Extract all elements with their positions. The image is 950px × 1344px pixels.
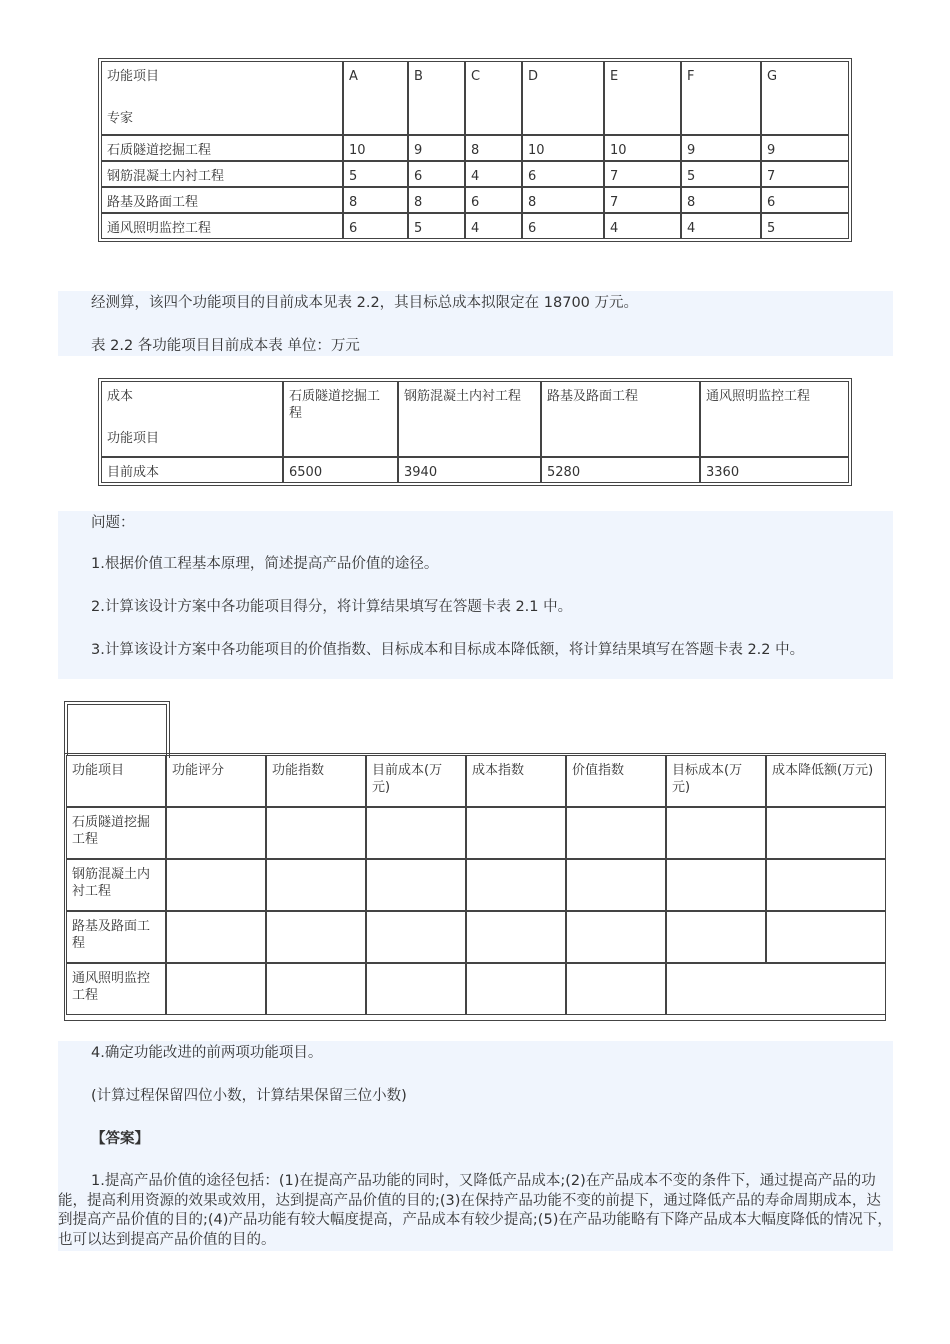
empty-cell [266,963,366,1015]
question-3: 3.计算该设计方案中各功能项目的价值指数、目标成本和目标成本降低额，将计算结果填写在答题卡表 2.2 中。 [91,642,805,658]
cell: 7 [761,161,849,187]
table2-header-cell [101,381,283,457]
empty-cell [566,807,666,859]
table-row [101,187,849,213]
cell: 6 [761,187,849,213]
cell: 3360 [700,457,849,483]
empty-cell [166,859,266,911]
empty-cell [166,963,266,1015]
table-row [66,911,886,963]
expert-score-table [98,58,852,242]
table-row [66,859,886,911]
empty-cell [766,807,886,859]
empty-cell [666,911,766,963]
row-label: 通风照明监控工程 [66,963,166,1015]
corner-box [64,701,170,758]
empty-cell [366,807,466,859]
row-label: 目前成本 [101,457,283,483]
empty-cell [366,859,466,911]
cell: 8 [681,187,761,213]
table2-col-header: 钢筋混凝土内衬工程 [398,381,541,457]
table1-header-top: 功能项目 [107,69,160,84]
table3-col-header: 目前成本(万元) [366,755,466,807]
empty-cell [166,807,266,859]
empty-cell [566,859,666,911]
table3-col-header: 功能项目 [66,755,166,807]
table3-col-header: 功能指数 [266,755,366,807]
cell: 6 [465,187,522,213]
row-label: 路基及路面工程 [101,187,343,213]
paragraph-cost-note: 经测算，该四个功能项目的目前成本见表 2.2，其目标总成本拟限定在 18700 万元。 [91,295,639,311]
table2-col-header: 路基及路面工程 [541,381,700,457]
intro-text-block [58,291,893,356]
paragraph-table-caption: 表 2.2 各功能项目目前成本表 单位：万元 [91,338,360,354]
row-label: 通风照明监控工程 [101,213,343,239]
cell: 5 [343,161,408,187]
cell: 10 [343,135,408,161]
merged-empty-cell [666,963,886,1015]
cell: 7 [604,161,681,187]
empty-cell [466,807,566,859]
table1-col-header: D [522,61,604,135]
empty-cell [266,807,366,859]
cell: 4 [681,213,761,239]
cell: 4 [465,213,522,239]
empty-cell [266,911,366,963]
table1-col-header: C [465,61,522,135]
cell: 4 [604,213,681,239]
row-label: 钢筋混凝土内衬工程 [66,859,166,911]
cell: 10 [522,135,604,161]
cell: 5 [408,213,465,239]
cell: 3940 [398,457,541,483]
table3-col-header: 价值指数 [566,755,666,807]
empty-cell [466,911,566,963]
table-row [101,135,849,161]
cell: 8 [408,187,465,213]
empty-cell [766,911,886,963]
row-label: 石质隧道挖掘工程 [66,807,166,859]
table1-col-header: G [761,61,849,135]
cell: 6500 [283,457,398,483]
table-row [66,963,886,1015]
question-4: 4.确定功能改进的前两项功能项目。 [91,1045,323,1061]
row-label: 路基及路面工程 [66,911,166,963]
answer-block [58,1041,893,1251]
cell: 9 [681,135,761,161]
cell: 7 [604,187,681,213]
cell: 9 [761,135,849,161]
empty-cell [666,807,766,859]
table1-col-header: B [408,61,465,135]
empty-cell [566,963,666,1015]
empty-cell [166,911,266,963]
questions-title: 问题： [91,515,135,531]
empty-cell [566,911,666,963]
question-2: 2.计算该设计方案中各功能项目得分，将计算结果填写在答题卡表 2.1 中。 [91,599,573,615]
cell: 8 [343,187,408,213]
table-row [101,213,849,239]
table3-col-header: 功能评分 [166,755,266,807]
cell: 6 [522,161,604,187]
table1-col-header: E [604,61,681,135]
answer-card-table [64,701,886,1019]
row-label: 钢筋混凝土内衬工程 [101,161,343,187]
answer-1: 1.提高产品价值的途径包括：(1)在提高产品功能的同时，又降低产品成本;(2)在产品成本不变的条件下，通过提高产品的功能，提高利用资源的效果或效用，达到提高产品价值的目的;(3)在保持产品功能不变的前提下，通过降低产品的寿命周期成本，达到提高产品价值的目的;(4)产品功能有较大幅度提高，产品成本有较少提高;(5)在产品功能略有下降产品成本大幅度降低的情况下，也可以达到提高产品价值的目的。 [58,1173,892,1248]
cell: 8 [465,135,522,161]
empty-cell [666,859,766,911]
table-row [101,457,849,483]
table2-header-bottom: 功能项目 [107,431,160,446]
table3-col-header: 成本指数 [466,755,566,807]
table3-col-header: 目标成本(万元) [666,755,766,807]
table2-header-top: 成本 [107,389,134,404]
empty-cell [766,859,886,911]
empty-cell [466,963,566,1015]
cell: 8 [522,187,604,213]
table2-col-header: 通风照明监控工程 [700,381,849,457]
answer-title: 【答案】 [91,1131,149,1147]
current-cost-table [98,378,852,486]
table1-header-cell [101,61,343,135]
questions-block [58,511,893,679]
cell: 6 [343,213,408,239]
cell: 6 [522,213,604,239]
table1-col-header: F [681,61,761,135]
cell: 4 [465,161,522,187]
table1-col-header: A [343,61,408,135]
table-row [66,807,886,859]
empty-cell [366,963,466,1015]
cell: 5 [681,161,761,187]
cell: 5 [761,213,849,239]
table-row [101,161,849,187]
row-label: 石质隧道挖掘工程 [101,135,343,161]
cell: 10 [604,135,681,161]
table3-col-header: 成本降低额(万元) [766,755,886,807]
question-1: 1.根据价值工程基本原理，简述提高产品价值的途径。 [91,556,439,572]
cell: 5280 [541,457,700,483]
empty-cell [266,859,366,911]
table2-col-header: 石质隧道挖掘工程 [283,381,398,457]
calc-note: (计算过程保留四位小数，计算结果保留三位小数) [91,1088,407,1104]
cell: 6 [408,161,465,187]
table1-header-bottom: 专家 [107,111,134,126]
cell: 9 [408,135,465,161]
empty-cell [366,911,466,963]
empty-cell [466,859,566,911]
